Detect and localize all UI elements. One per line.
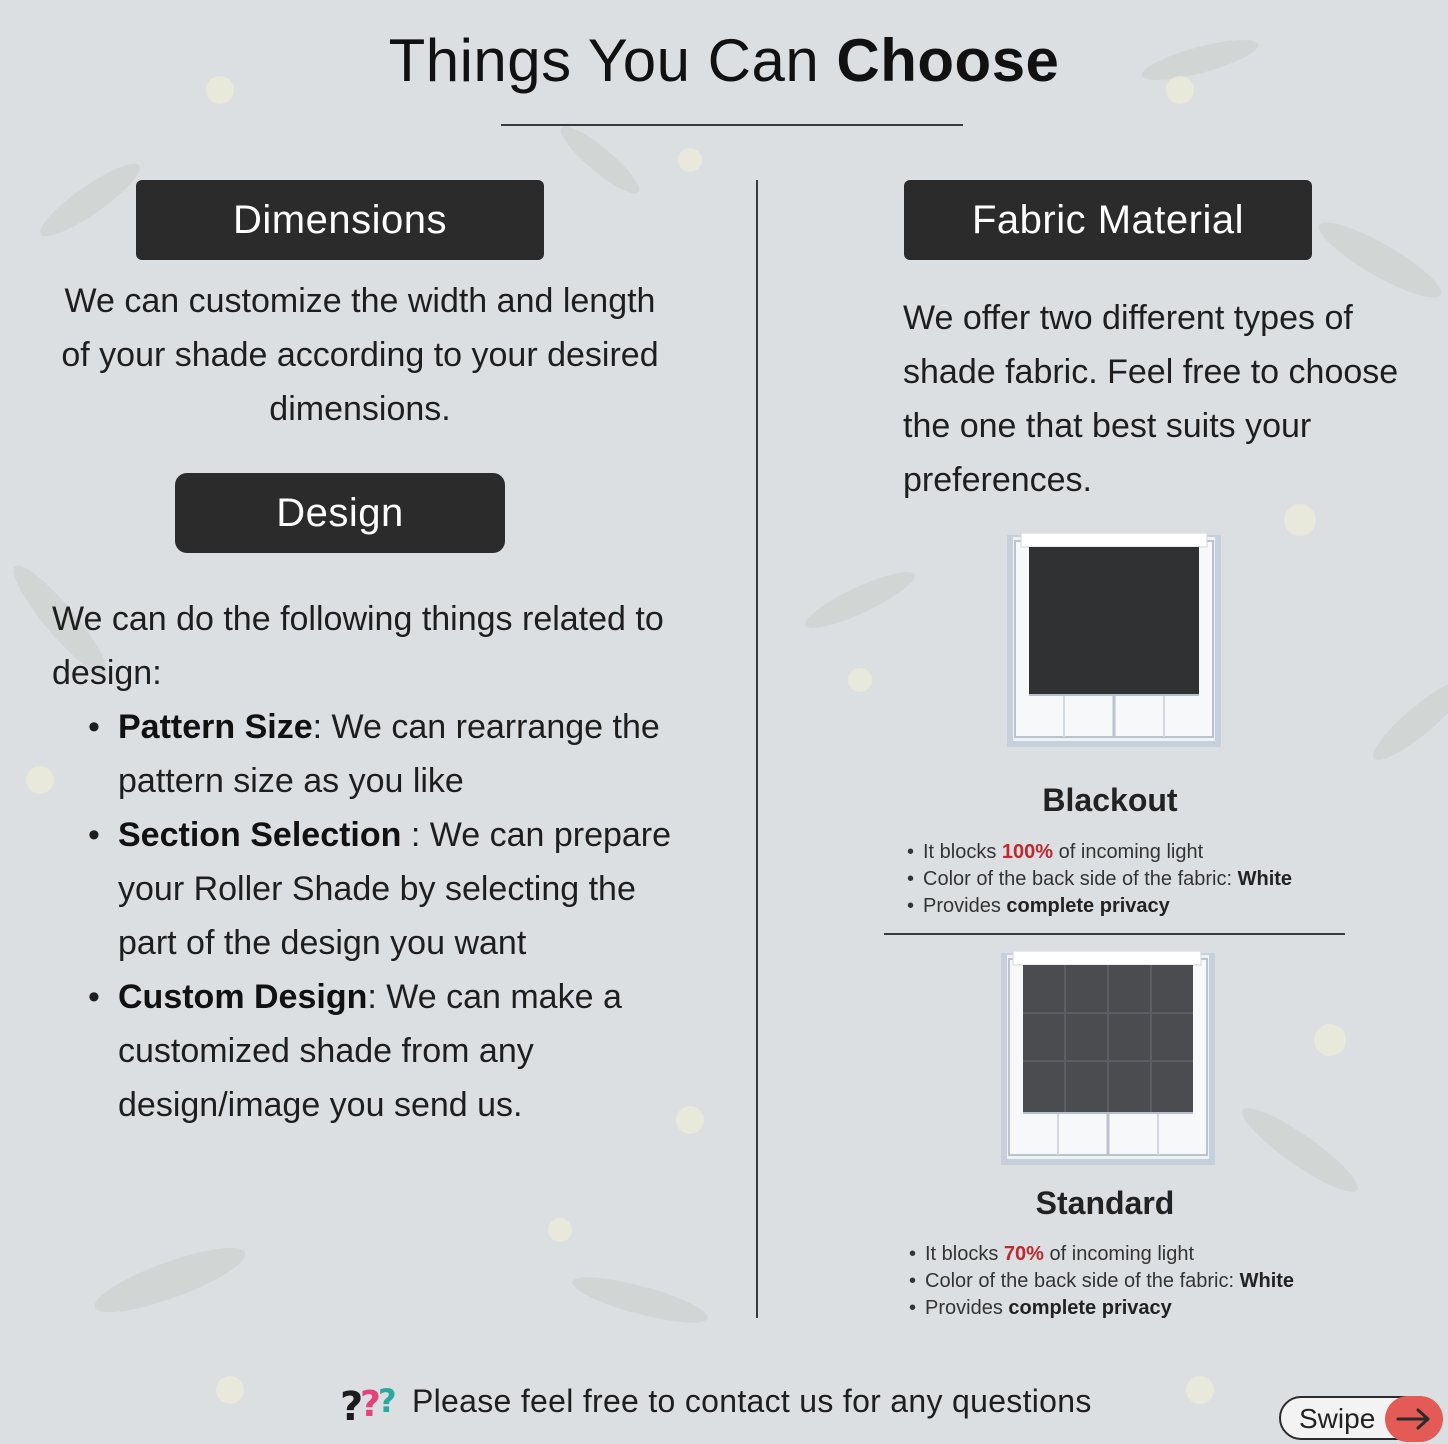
blackout-feature-light: [907, 839, 1292, 866]
design-option-pattern-size: [88, 700, 688, 808]
svg-text:?: ?: [378, 1382, 397, 1420]
feature-bold: complete privacy: [1008, 1297, 1172, 1319]
blackout-title: Blackout: [1042, 782, 1178, 818]
blackout-feature-color: [907, 866, 1292, 893]
design-option-sep: :: [367, 978, 387, 1016]
page-title-bold: Choose: [836, 27, 1060, 94]
column-divider: [756, 180, 758, 1318]
feature-percent: 70%: [1003, 1243, 1044, 1265]
svg-text:?: ?: [340, 1384, 364, 1428]
feature-bold: White: [1237, 868, 1293, 890]
feature-bold: White: [1239, 1270, 1295, 1292]
standard-features: [909, 1241, 1294, 1322]
design-intro: We can do the following things related to design:: [52, 600, 664, 692]
contact-message: Please feel free to contact us for any questions: [412, 1383, 1092, 1419]
design-option-term: Section Selection: [118, 816, 402, 854]
blackout-features: [907, 839, 1292, 920]
feature-text: Provides: [925, 1297, 1009, 1319]
svg-text:?: ?: [360, 1384, 381, 1425]
title-underline: [501, 124, 963, 126]
dimensions-heading: Dimensions: [136, 180, 544, 260]
feature-bold: complete privacy: [1006, 895, 1170, 917]
fabric-separator: [884, 933, 1345, 935]
design-option-sep: :: [312, 708, 332, 746]
design-option-text: We can rearrange the pattern size as you like: [118, 708, 660, 800]
standard-feature-color: [909, 1268, 1294, 1295]
standard-feature-light: [909, 1241, 1294, 1268]
feature-text: of incoming light: [1053, 841, 1204, 863]
design-option-section-selection: [88, 808, 688, 970]
fabric-material-heading: Fabric Material: [904, 180, 1312, 260]
blackout-feature-privacy: [907, 893, 1292, 920]
swipe-button[interactable]: [1279, 1396, 1439, 1440]
dimensions-description: We can customize the width and length of your shade according to your desired dimensions.: [61, 282, 659, 428]
standard-feature-privacy: [909, 1295, 1294, 1322]
page-title-regular: Things You Can: [388, 27, 837, 94]
design-heading: Design: [175, 473, 505, 553]
design-option-text: We can prepare your Roller Shade by selecting the part of the design you want: [118, 816, 672, 962]
fabric-description: We offer two different types of shade fabric. Feel free to choose the one that best suits your preferences.: [903, 299, 1399, 499]
design-options-list: [88, 700, 688, 1132]
feature-text: Provides: [923, 895, 1007, 917]
question-marks-icon: [340, 1380, 404, 1428]
design-option-sep: :: [401, 816, 430, 854]
feature-text: Color of the back side of the fabric:: [923, 868, 1238, 890]
feature-percent: 100%: [1001, 841, 1054, 863]
standard-shade-image: [1001, 951, 1215, 1167]
design-option-term: Custom Design: [118, 978, 368, 1016]
feature-text: It blocks: [923, 841, 1002, 863]
design-option-term: Pattern Size: [118, 708, 313, 746]
feature-text: Color of the back side of the fabric:: [925, 1270, 1240, 1292]
swipe-label: Swipe: [1299, 1403, 1376, 1434]
feature-text: It blocks: [925, 1243, 1004, 1265]
arrow-right-icon: [1385, 1396, 1443, 1442]
page-title: [0, 26, 1448, 95]
feature-text: of incoming light: [1043, 1243, 1195, 1265]
design-option-text: We can make a customized shade from any design/image you send us.: [118, 978, 622, 1124]
standard-title: Standard: [1035, 1185, 1175, 1221]
design-option-custom-design: [88, 970, 688, 1132]
blackout-shade-image: [1007, 533, 1221, 749]
